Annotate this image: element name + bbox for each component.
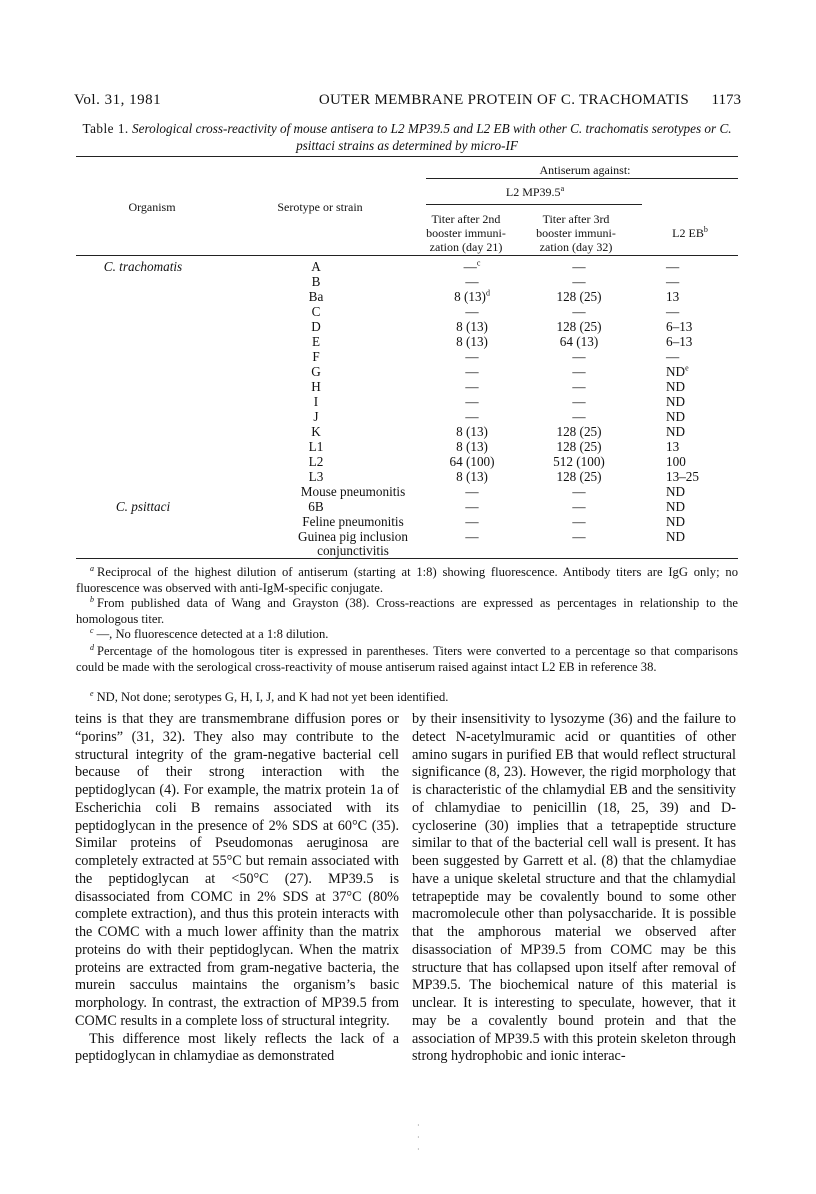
body-column-right (412, 711, 736, 1066)
footnote-text: Reciprocal of the highest dilution of antiserum (starting at 1:8) showing fluorescence. Antibody titers are IgG only; no fluorescence was observed with anti-IgM-specific conjugate. (76, 565, 738, 595)
cell-titer-3rd (534, 454, 624, 469)
cell-titer-2nd-value: — (465, 349, 479, 364)
cell-titer-3rd-value: — (572, 499, 586, 514)
cell-titer-2nd (432, 499, 512, 514)
cell-serotype: Guinea pig inclusion (298, 529, 408, 544)
table-row-continuation (76, 543, 738, 558)
cell-eb (666, 439, 716, 454)
cell-eb (666, 424, 716, 439)
table-row (76, 529, 738, 544)
cell-eb (666, 334, 716, 349)
header-mp-text: L2 MP39.5 (505, 185, 561, 199)
cell-serotype: D (311, 319, 321, 334)
cell-titer-3rd (534, 394, 624, 409)
header-eb (655, 226, 725, 240)
running-title: OUTER MEMBRANE PROTEIN OF C. TRACHOMATIS (318, 92, 689, 108)
table-top-rule (76, 156, 738, 157)
header-titer-2nd (414, 212, 518, 254)
cell-eb (666, 469, 716, 484)
cell-titer-2nd (432, 259, 512, 274)
table-bottom-rule (76, 558, 738, 559)
cell-eb-value: ND (666, 409, 686, 424)
cell-titer-2nd-value: — (465, 274, 479, 289)
cell-titer-2nd (432, 439, 512, 454)
cell-titer-3rd (534, 349, 624, 364)
cell-eb-value: — (666, 259, 680, 274)
cell-serotype: L1 (308, 439, 324, 454)
table-row (76, 424, 738, 439)
cell-eb (666, 319, 716, 334)
cell-titer-2nd-value: — (465, 304, 479, 319)
cell-serotype: Feline pneumonitis (302, 514, 404, 529)
cell-titer-2nd-value: — (465, 529, 479, 544)
table-row (76, 274, 738, 289)
header-titer-2nd-line1: Titer after 2nd (431, 212, 501, 226)
header-mp (470, 185, 600, 199)
cell-eb-value: 13 (666, 439, 680, 454)
cell-titer-2nd-value: — (465, 364, 479, 379)
cell-titer-3rd-value: 128 (25) (556, 439, 602, 454)
table-caption (76, 120, 738, 154)
table-row (76, 409, 738, 424)
cell-titer-2nd (432, 424, 512, 439)
cell-eb-value: ND (666, 514, 686, 529)
cell-eb (666, 484, 716, 499)
table-caption-text: Serological cross-reactivity of mouse antisera to L2 MP39.5 and L2 EB with other C. trachomatis serotypes or C. psittaci strains as determined by micro-IF (132, 121, 732, 153)
table-row (76, 439, 738, 454)
cell-titer-2nd-value: 8 (13) (456, 334, 488, 349)
cell-titer-3rd-value: 128 (25) (556, 319, 602, 334)
cell-titer-3rd-value: — (572, 409, 586, 424)
footnote-mark: a (90, 563, 94, 573)
cell-serotype: G (311, 364, 321, 379)
cell-titer-3rd (534, 274, 624, 289)
cell-serotype: I (313, 394, 319, 409)
cell-eb (666, 454, 716, 469)
header-eb-note: b (703, 225, 708, 234)
cell-serotype: J (313, 409, 319, 424)
cell-titer-2nd (432, 349, 512, 364)
cell-titer-3rd-value: — (572, 274, 586, 289)
cell-titer-2nd-note: d (485, 288, 490, 298)
footnote (76, 690, 738, 706)
cell-titer-2nd-value: — (465, 484, 479, 499)
header-titer-2nd-line2: booster immuni- (426, 226, 506, 240)
cell-titer-3rd-value: — (572, 514, 586, 529)
cell-titer-3rd-value: 64 (13) (559, 334, 599, 349)
cell-eb-value: — (666, 349, 680, 364)
footnote (76, 644, 738, 675)
scan-specks: · · · (417, 1121, 420, 1154)
cell-serotype: Mouse pneumonitis (300, 484, 406, 499)
cell-titer-2nd (432, 319, 512, 334)
cell-titer-3rd-value: — (572, 529, 586, 544)
cell-eb (666, 349, 716, 364)
cell-titer-2nd-value: 8 (13) (454, 289, 486, 304)
cell-serotype: H (311, 379, 321, 394)
cell-titer-2nd-value: 8 (13) (456, 469, 488, 484)
cell-titer-2nd-value: 8 (13) (456, 439, 488, 454)
cell-titer-2nd-value: — (463, 259, 477, 274)
cell-titer-3rd (534, 469, 624, 484)
cell-serotype: K (311, 424, 321, 439)
cell-eb-value: ND (666, 484, 686, 499)
cell-eb-value: — (666, 274, 680, 289)
cell-titer-2nd (432, 379, 512, 394)
cell-titer-3rd-value: 128 (25) (556, 289, 602, 304)
cell-eb-note: e (685, 363, 689, 373)
cell-titer-2nd (432, 484, 512, 499)
table-row (76, 514, 738, 529)
cell-eb-value: ND (666, 499, 686, 514)
header-eb-text: L2 EB (672, 226, 704, 240)
cell-titer-3rd-value: — (572, 349, 586, 364)
cell-titer-3rd-value: — (572, 304, 586, 319)
cell-serotype: L3 (308, 469, 324, 484)
cell-titer-3rd-value: — (572, 394, 586, 409)
cell-titer-3rd (534, 424, 624, 439)
cell-eb (666, 289, 716, 304)
cell-titer-2nd (432, 274, 512, 289)
cell-titer-3rd (534, 439, 624, 454)
header-bottom-rule (76, 255, 738, 256)
cell-organism: C. psittaci (115, 499, 171, 514)
cell-titer-2nd (432, 514, 512, 529)
header-antiserum-against: Antiserum against: (539, 163, 631, 177)
cell-organism: C. trachomatis (103, 259, 183, 274)
header-serotype: Serotype or strain (277, 200, 363, 214)
cell-titer-2nd-value: — (465, 379, 479, 394)
cell-titer-2nd-value: — (465, 394, 479, 409)
cell-titer-3rd (534, 259, 624, 274)
cell-titer-3rd (534, 529, 624, 544)
footnote-mark: c (90, 625, 94, 635)
cell-eb (666, 364, 716, 379)
cell-titer-2nd (432, 469, 512, 484)
header-titer-2nd-line3: zation (day 21) (429, 240, 503, 254)
cell-titer-3rd (534, 499, 624, 514)
footnote-text: ND, Not done; serotypes G, H, I, J, and K had not yet been identified. (96, 690, 449, 704)
header-titer-3rd-line1: Titer after 3rd (542, 212, 610, 226)
cell-eb-value: 6–13 (666, 334, 693, 349)
footnote (76, 596, 738, 627)
cell-titer-3rd-value: — (572, 484, 586, 499)
cell-titer-3rd-value: — (572, 379, 586, 394)
footnote-mark: b (90, 594, 94, 604)
table-row (76, 469, 738, 484)
cell-eb (666, 274, 716, 289)
cell-titer-3rd-value: 128 (25) (556, 424, 602, 439)
cell-eb-value: 100 (666, 454, 686, 469)
table-row (76, 349, 738, 364)
cell-eb-value: ND (666, 424, 686, 439)
footnote (76, 627, 738, 643)
header-mp-note: a (560, 184, 565, 193)
page-number: 1173 (711, 92, 741, 108)
cell-titer-3rd (534, 304, 624, 319)
cell-eb-value: ND (666, 529, 686, 544)
cell-serotype: Ba (308, 289, 324, 304)
footnote (76, 565, 738, 596)
cell-titer-3rd (534, 319, 624, 334)
table-row (76, 379, 738, 394)
cell-titer-2nd (432, 334, 512, 349)
cell-titer-2nd-value: — (465, 409, 479, 424)
left-paragraph-2: This difference most likely reflects the lack of a peptidoglycan in chlamydiae as demonstrated (75, 1030, 399, 1065)
footnote-mark: d (90, 642, 94, 652)
header-organism: Organism (128, 200, 176, 214)
cell-serotype: E (311, 334, 321, 349)
antiserum-rule (426, 178, 738, 179)
cell-titer-3rd (534, 514, 624, 529)
left-paragraph-1: teins is that they are transmembrane diffusion pores or “porins” (31, 32). They also may contribute to the structural integrity of the gram-negative bacterial cell because of their strong interaction with the peptidoglycan (4). For example, the matrix protein 1a of Escherichia coli B remains associated with its peptidoglycan in the presence of 2% SDS at 60°C (35). Similar proteins of Pseudomonas aeruginosa are completely extracted at 55°C but remain associated with the peptidoglycan at <50°C (27). MP39.5 is disassociated from COMC in 2% SDS at 37°C (80% complete extraction), and thus this protein interacts with the COMC with a much lower affinity than the matrix proteins do with their peptidoglycan. When the matrix proteins are extracted from gram-negative bacteria, the murein sacculus maintains the organism’s basic morphology. In contrast, the extraction of MP39.5 from COMC results in a complete loss of structural integrity. (75, 711, 399, 1029)
cell-titer-3rd-value: 128 (25) (556, 469, 602, 484)
cell-titer-2nd-note: c (476, 258, 481, 268)
table-row (76, 394, 738, 409)
body-column-left (75, 711, 399, 1066)
footnote-mark: e (90, 688, 94, 698)
cell-titer-2nd (432, 289, 512, 304)
table-row (76, 364, 738, 379)
cell-titer-3rd-value: — (572, 259, 586, 274)
cell-titer-2nd-value: — (465, 514, 479, 529)
cell-titer-2nd (432, 409, 512, 424)
cell-serotype: C (311, 304, 321, 319)
running-head (74, 92, 741, 112)
cell-serotype-continuation: conjunctivitis (317, 543, 389, 558)
cell-titer-2nd (432, 304, 512, 319)
cell-titer-2nd-value: 64 (100) (449, 454, 495, 469)
cell-eb (666, 379, 716, 394)
cell-serotype: B (311, 274, 321, 289)
cell-eb (666, 304, 716, 319)
cell-serotype: A (311, 259, 321, 274)
header-titer-3rd (524, 212, 628, 254)
journal-volume: Vol. 31, 1981 (74, 92, 162, 108)
cell-eb (666, 499, 716, 514)
cell-titer-3rd (534, 409, 624, 424)
cell-eb-value: ND (666, 394, 686, 409)
header-titer-3rd-line2: booster immuni- (536, 226, 616, 240)
cell-eb (666, 409, 716, 424)
header-titer-3rd-line3: zation (day 32) (539, 240, 613, 254)
cell-eb-value: 13 (666, 289, 680, 304)
cell-eb-value: 13–25 (666, 469, 699, 484)
mp-rule (426, 204, 642, 205)
cell-titer-2nd (432, 364, 512, 379)
footnote-text: Percentage of the homologous titer is expressed in parentheses. Titers were converted to a percentage so that comparisons could be made with the serological cross-reactivity of mouse antiserum raised against intact L2 EB in reference 38. (76, 644, 738, 674)
table-row (76, 289, 738, 304)
table-label: Table 1. (82, 121, 129, 136)
cell-eb (666, 259, 716, 274)
table-row (76, 484, 738, 499)
cell-titer-3rd-value: 512 (100) (553, 454, 605, 469)
cell-titer-2nd-value: 8 (13) (456, 319, 488, 334)
cell-titer-2nd (432, 454, 512, 469)
table-row (76, 304, 738, 319)
cell-serotype: 6B (308, 499, 324, 514)
cell-titer-3rd (534, 484, 624, 499)
table-row (76, 454, 738, 469)
cell-eb-value: ND (666, 379, 686, 394)
cell-titer-2nd-value: — (465, 499, 479, 514)
cell-eb (666, 394, 716, 409)
cell-eb-value: ND (666, 364, 686, 379)
cell-titer-3rd (534, 379, 624, 394)
cell-titer-3rd (534, 364, 624, 379)
cell-eb-value: — (666, 304, 680, 319)
cell-titer-2nd-value: 8 (13) (456, 424, 488, 439)
cell-titer-2nd (432, 394, 512, 409)
table-row (76, 319, 738, 334)
cell-titer-3rd (534, 289, 624, 304)
table-row (76, 499, 738, 514)
cell-titer-3rd (534, 334, 624, 349)
cell-eb (666, 529, 716, 544)
right-paragraph-1: by their insensitivity to lysozyme (36) and the failure to detect N-acetylmuramic acid or quantities of other amino sugars in purified EB that would reflect structural significance (8, 23). However, the rigid morphology that is characteristic of the chlamydial EB and the sensitivity of chlamydiae to penicillin (18, 25, 39) and D-cycloserine (30) implies that a tetrapeptide structure similar to that of the bacterial cell wall is present. It has been suggested by Garrett et al. (8) that the chlamydiae have a unique skeletal structure and that the chlamydial tetrapeptide may be covalently bound to some other macromolecule other than polysaccharide. It is possible that the amphorous material we observed after disassociation of MP39.5 from COMC may be this structure that has collapsed upon itself after removal of MP39.5. The biochemical nature of this material is unclear. It is interesting to speculate, however, that it may be a covalently bound protein and that the association of MP39.5 with this protein skeleton through strong hydrophobic and ionic interac- (412, 711, 736, 1065)
footnote-text: From published data of Wang and Grayston (38). Cross-reactions are expressed as percentages in relationship to the homologous titer. (76, 596, 738, 626)
footnote-text: —, No fluorescence detected at a 1:8 dilution. (96, 627, 329, 641)
table-row (76, 259, 738, 274)
table-row (76, 334, 738, 349)
cell-serotype: F (312, 349, 320, 364)
cell-serotype: L2 (308, 454, 324, 469)
cell-titer-2nd (432, 529, 512, 544)
cell-titer-3rd-value: — (572, 364, 586, 379)
cell-eb (666, 514, 716, 529)
cell-eb-value: 6–13 (666, 319, 693, 334)
